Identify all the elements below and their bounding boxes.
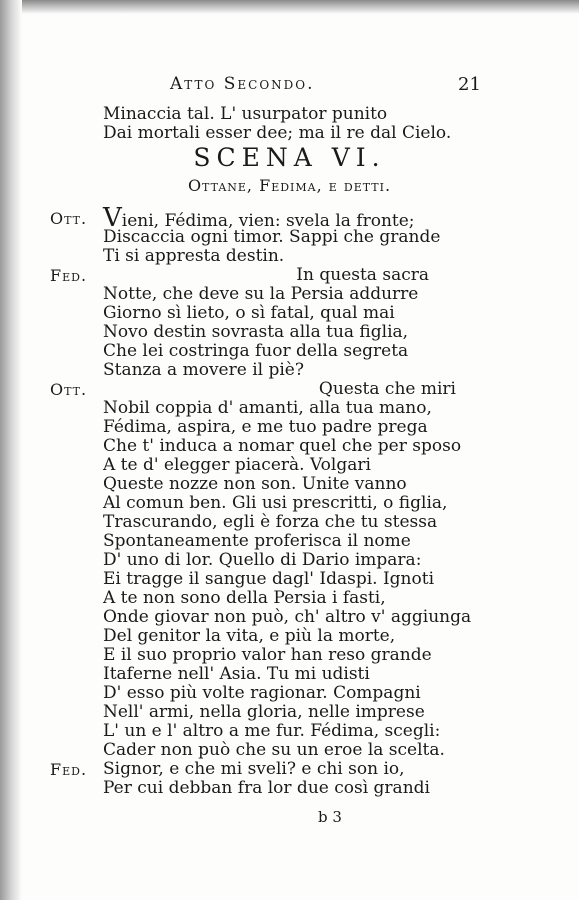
verse-text: Cader non può che su un eroe la scelta. — [103, 740, 445, 760]
dialogue-line — [0, 741, 579, 760]
verse-text: Discaccia ogni timor. Sappi che grande — [103, 227, 441, 247]
speaker-label: Fed. — [50, 266, 88, 285]
verse-text: Stanza a movere il piè? — [103, 360, 304, 380]
dialogue-line — [0, 247, 579, 266]
dialogue-line — [0, 203, 579, 233]
dialogue-line — [0, 475, 579, 494]
verse-text: Giorno sì lieto, o sì fatal, qual mai — [103, 303, 395, 323]
dialogue-line — [0, 456, 579, 475]
speaker-label: Ott. — [50, 209, 88, 228]
verse-text: D' esso più volte ragionar. Compagni — [103, 683, 421, 703]
verse-text: Trascurando, egli è forza che tu stessa — [103, 512, 438, 532]
play-text — [0, 105, 579, 798]
dialogue-line — [0, 570, 579, 589]
verse-text: Che lei costringa fuor della segreta — [103, 341, 409, 361]
verse-text: L' un e l' altro a me fur. Fédima, scegli: — [103, 721, 441, 741]
verse-text: Novo destin sovrasta alla tua figlia, — [103, 322, 409, 342]
dialogue-line — [0, 684, 579, 703]
verse-text: Questa che miri — [318, 379, 456, 399]
dialogue-line — [0, 722, 579, 741]
verse-text: A te non sono della Persia i fasti, — [103, 588, 386, 608]
page-header — [0, 74, 579, 100]
dialogue-line — [0, 665, 579, 684]
dialogue-line — [0, 627, 579, 646]
dialogue-line — [0, 513, 579, 532]
scene-heading-line — [0, 143, 579, 173]
verse-text: D' uno di lor. Quello di Dario impara: — [103, 550, 422, 570]
verse-text: Che t' induca a nomar quel che per sposo — [103, 436, 462, 456]
verse-text: Del genitor la vita, e più la morte, — [103, 626, 396, 646]
dialogue-line — [0, 228, 579, 247]
verse-text: Dai mortali esser dee; ma il re dal Cielo. — [103, 123, 452, 143]
verse-text: A te d' elegger piacerà. Volgari — [103, 455, 371, 475]
verse-text: Signor, e che mi sveli? e chi son io, — [103, 759, 405, 779]
speaker-label: Ott. — [50, 380, 88, 399]
verse-text: Ti si appresta destin. — [103, 246, 285, 266]
verse-text: E il suo proprio valor han reso grande — [103, 645, 432, 665]
dialogue-line — [0, 399, 579, 418]
dialogue-line — [0, 266, 579, 285]
verse-text: Spontaneamente proferisca il nome — [103, 531, 411, 551]
verse-line — [0, 124, 579, 143]
verse-text: Per cui debban fra lor due così grandi — [103, 778, 430, 798]
dialogue-line — [0, 285, 579, 304]
dialogue — [0, 203, 579, 798]
dialogue-line — [0, 437, 579, 456]
drop-cap: V — [103, 203, 122, 233]
verse-text: Ei tragge il sangue dagl' Idaspi. Ignoti — [103, 569, 435, 589]
page-top-edge — [0, 0, 579, 14]
verse-text: Nobil coppia d' amanti, alla tua mano, — [103, 398, 432, 418]
dialogue-line — [0, 646, 579, 665]
verse-text: Al comun ben. Gli usi prescritti, o figlia, — [103, 493, 448, 513]
running-title: Atto Secondo. — [170, 74, 315, 94]
dialogue-line — [0, 760, 579, 779]
dialogue-line — [0, 361, 579, 380]
verse-text: Queste nozze non son. Unite vanno — [103, 474, 407, 494]
dialogue-line — [0, 342, 579, 361]
cast-line — [0, 173, 579, 199]
verse-text: Onde giovar non può, ch' altro v' aggiunga — [103, 607, 472, 627]
verse-text: Fédima, aspira, e me tuo padre prega — [103, 417, 428, 437]
signature-mark: b 3 — [318, 808, 342, 826]
verse-text: Itaferne nell' Asia. Tu mi udisti — [103, 664, 370, 684]
dialogue-line — [0, 589, 579, 608]
verse-rest: ieni, Fédima, vien: svela la fronte; — [121, 211, 415, 231]
spacer — [0, 199, 579, 209]
dialogue-line — [0, 551, 579, 570]
verse-text: Minaccia tal. L' usurpator punito — [103, 104, 388, 124]
dialogue-line — [0, 494, 579, 513]
scene-heading: SCENA VI. — [193, 143, 386, 172]
verse-text: In questa sacra — [296, 265, 429, 285]
dialogue-line — [0, 532, 579, 551]
dialogue-line — [0, 380, 579, 399]
scene-cast: Ottane, Fedima, e detti. — [187, 176, 392, 195]
dialogue-line — [0, 418, 579, 437]
page-number: 21 — [458, 74, 481, 95]
speaker-label: Fed. — [50, 760, 88, 779]
dialogue-line — [0, 608, 579, 627]
verse-line — [0, 105, 579, 124]
dialogue-line — [0, 304, 579, 323]
verse-text: Nell' armi, nella gloria, nelle imprese — [103, 702, 425, 722]
dialogue-line — [0, 703, 579, 722]
verse-text: Notte, che deve su la Persia addurre — [103, 284, 419, 304]
dialogue-line — [0, 779, 579, 798]
dialogue-line — [0, 323, 579, 342]
